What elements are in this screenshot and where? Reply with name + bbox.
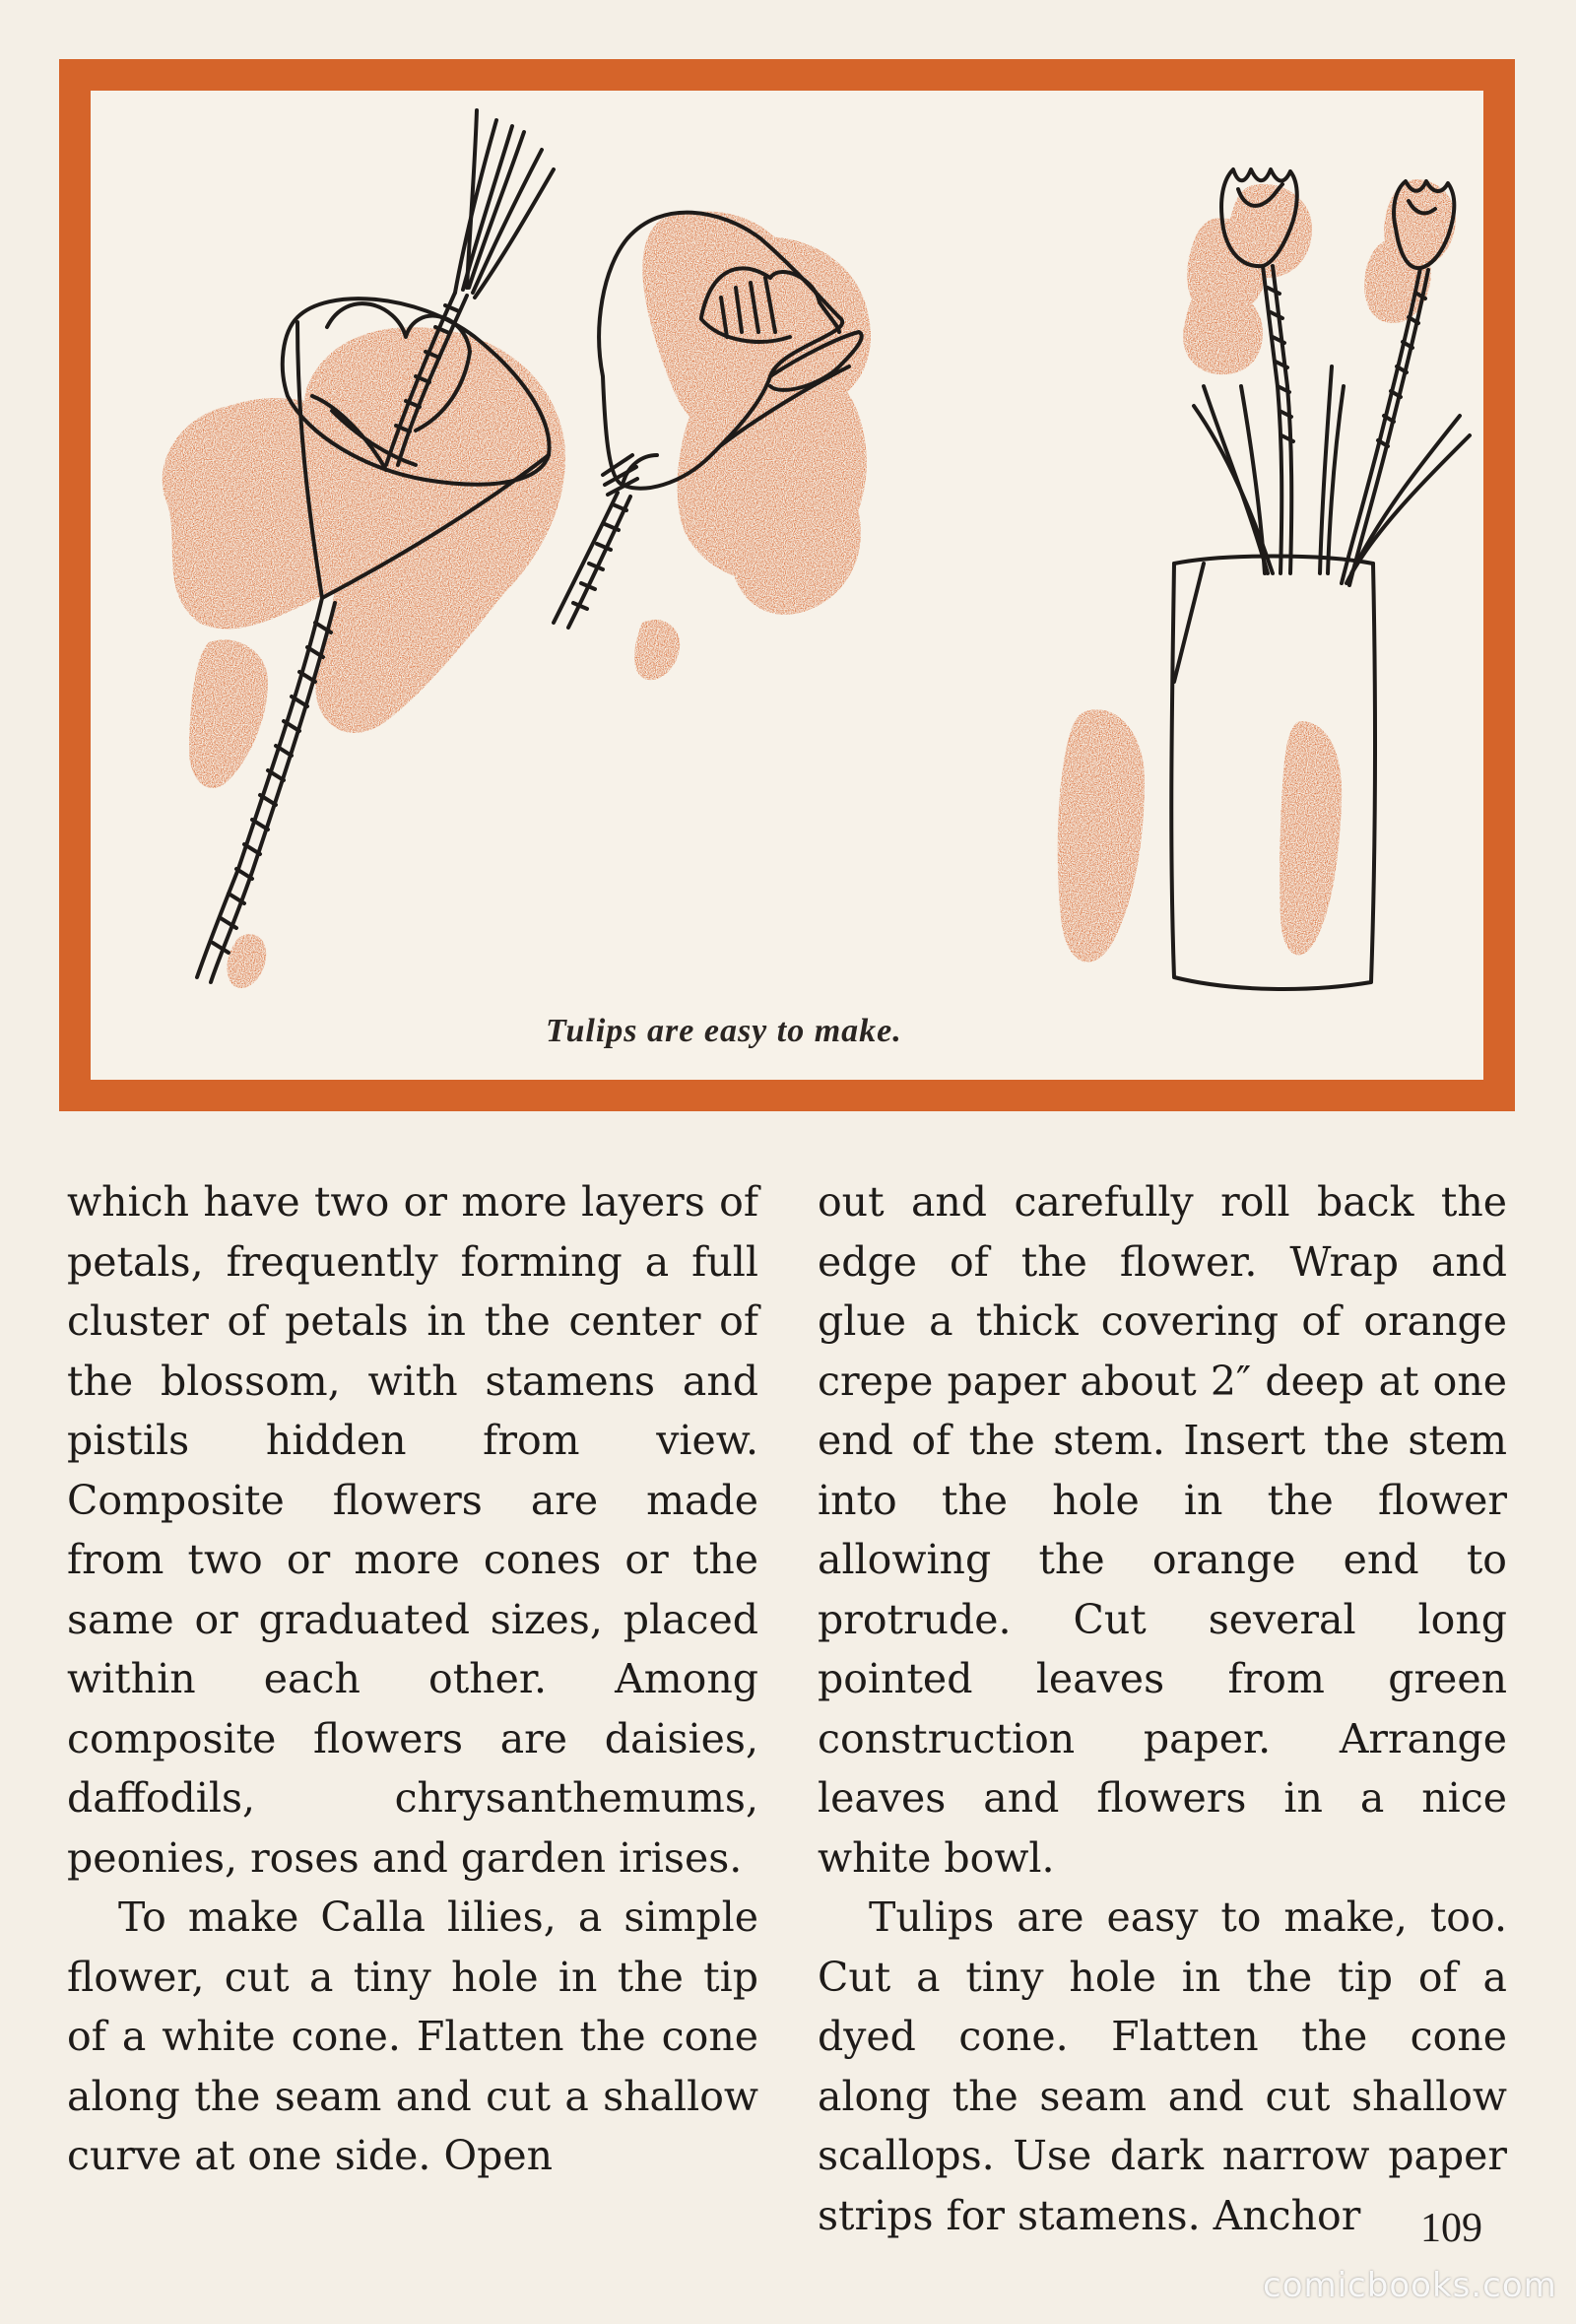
tulip-illustration [91,91,1483,1080]
left-paragraph-2: To make Calla lilies, a simple flower, cut a tiny hole in the tip of a white cone. Flatten the cone along the seam and cut a shallow curve at one side. Open [67,1893,758,2179]
right-column [818,1172,1507,2245]
left-paragraph-1: which have two or more layers of petals, frequently forming a full cluster of petals in the center of the blossom, with stamens and pistils hidden from view. Composite flowers are made from two or more cones or the same or graduated sizes, placed within each other. Among composite flowers are daisies, daffodils, chrysanthemums, peonies, roses and garden irises. [67,1178,758,1882]
page-number: 109 [1420,2206,1482,2251]
right-paragraph-1: out and carefully roll back the edge of the flower. Wrap and glue a thick covering of orange crepe paper about 2″ deep at one end of the stem. Insert the stem into the hole in the flower allowing the orange end to protrude. Cut several long pointed leaves from green construction paper. Arrange leaves and flowers in a nice white bowl. [818,1178,1507,1882]
right-paragraph-2: Tulips are easy to make, too. Cut a tiny hole in the tip of a dyed cone. Flatten the cone along the seam and cut shallow scallops. Use dark narrow paper strips for stamens. Anchor [818,1893,1507,2239]
watermark-text: comicbooks.com [1263,2266,1557,2305]
orange-splotches [163,179,1456,988]
left-column [67,1172,758,2186]
illustration-caption: Tulips are easy to make. [546,1013,902,1049]
illustration-frame [59,59,1515,1111]
